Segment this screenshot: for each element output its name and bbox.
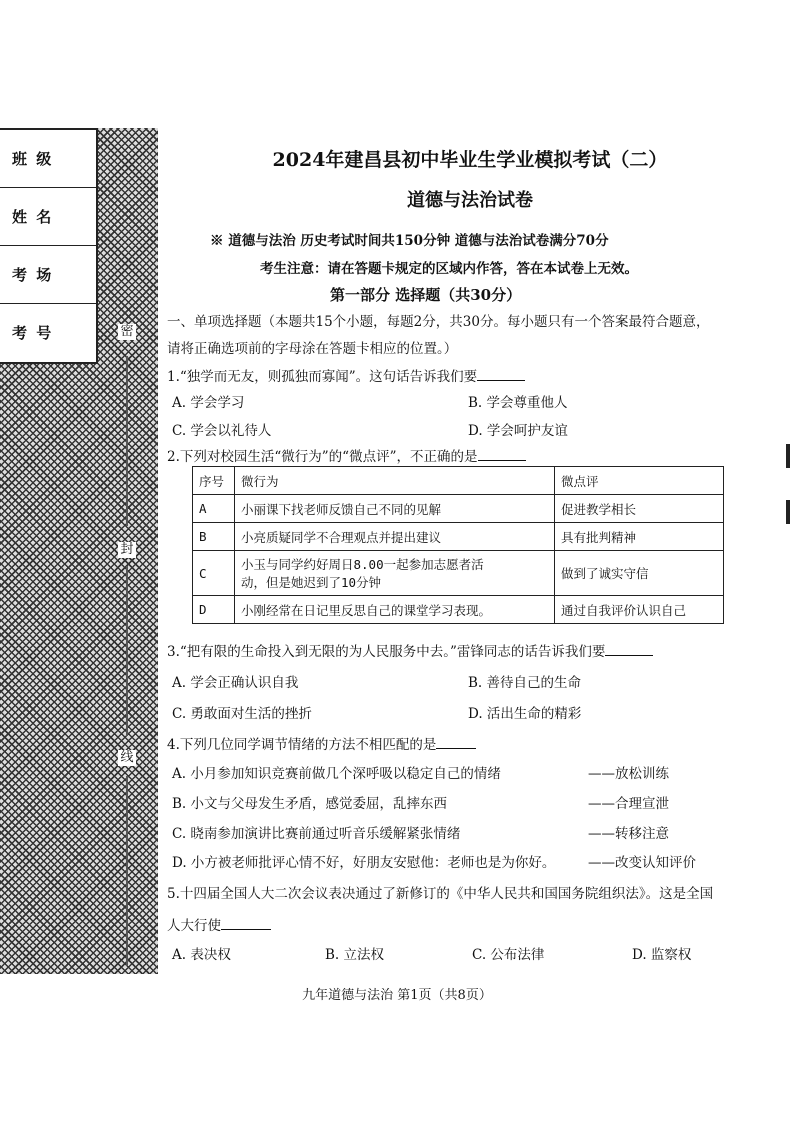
row-id: D xyxy=(193,596,235,624)
seal-label-feng: 封 xyxy=(118,542,136,558)
edge-mark xyxy=(786,444,790,468)
q4-option-c: C. 晓南参加演讲比赛前通过听音乐缓解紧张情绪 xyxy=(172,826,461,842)
row-comment: 做到了诚实守信 xyxy=(555,551,724,596)
exam-room-field: 考 场 xyxy=(0,246,96,304)
answer-blank xyxy=(436,735,476,749)
q4-option-b-method: ——合理宣泄 xyxy=(588,796,669,812)
q3-option-a: A. 学会正确认识自我 xyxy=(172,675,299,691)
student-info-box xyxy=(0,128,98,364)
q5-option-b: B. 立法权 xyxy=(325,947,385,963)
edge-mark xyxy=(786,500,790,524)
q5-option-a: A. 表决权 xyxy=(172,947,231,963)
question-2-stem: 2.下列对校园生活“微行为”的“微点评”，不正确的是 xyxy=(167,445,526,465)
answer-blank xyxy=(605,642,653,656)
seal-label-xian: 线 xyxy=(118,750,136,766)
row-behavior: 小刚经常在日记里反思自己的课堂学习表现。 xyxy=(235,596,555,624)
q4-option-a: A. 小月参加知识竞赛前做几个深呼吸以稳定自己的情绪 xyxy=(172,766,501,782)
row-id: B xyxy=(193,523,235,551)
table-header-behavior: 微行为 xyxy=(235,467,555,495)
row-comment: 具有批判精神 xyxy=(555,523,724,551)
q4-option-c-method: ——转移注意 xyxy=(588,826,669,842)
q5-option-d: D. 监察权 xyxy=(632,947,692,963)
exam-notice: 考生注意：请在答题卡规定的区域内作答，答在本试卷上无效。 xyxy=(260,261,638,277)
table-row xyxy=(193,596,724,624)
row-comment: 通过自我评价认识自己 xyxy=(555,596,724,624)
q3-option-b: B. 善待自己的生命 xyxy=(468,675,582,691)
q3-option-d: D. 活出生命的精彩 xyxy=(468,706,582,722)
q4-option-d-method: ——改变认知评价 xyxy=(588,855,696,871)
name-field: 姓 名 xyxy=(0,188,96,246)
table-header-row xyxy=(193,467,724,495)
q2-table xyxy=(192,466,724,624)
answer-blank xyxy=(478,447,526,461)
row-behavior-line: 小玉与同学约好周日8.00一起参加志愿者活 xyxy=(241,557,484,572)
class-field: 班 级 xyxy=(0,130,96,188)
q4-option-d: D. 小方被老师批评心情不好，好朋友安慰他：老师也是为你好。 xyxy=(172,855,556,871)
row-id: C xyxy=(193,551,235,596)
fold-line xyxy=(126,356,128,526)
table-row xyxy=(193,495,724,523)
q1-option-d: D. 学会呵护友谊 xyxy=(468,423,568,439)
q5-option-c: C. 公布法律 xyxy=(472,947,545,963)
row-behavior-line: 动，但是她迟到了10分钟 xyxy=(241,575,382,590)
row-behavior: 小丽课下找老师反馈自己不同的见解 xyxy=(235,495,555,523)
question-5-stem-cont: 人大行使 xyxy=(167,914,271,934)
question-5-stem: 5.十四届全国人大二次会议表决通过了新修订的《中华人民共和国国务院组织法》。这是全国 xyxy=(167,886,714,902)
q4-option-a-method: ——放松训练 xyxy=(588,766,669,782)
exam-subtitle: 道德与法治试卷 xyxy=(407,190,533,211)
row-comment: 促进教学相长 xyxy=(555,495,724,523)
q1-option-a: A. 学会学习 xyxy=(172,395,245,411)
q4-option-b: B. 小文与父母发生矛盾，感觉委屈，乱摔东西 xyxy=(172,796,448,812)
table-row xyxy=(193,551,724,596)
row-id: A xyxy=(193,495,235,523)
row-behavior: 小亮质疑同学不合理观点并提出建议 xyxy=(235,523,555,551)
q1-option-c: C. 学会以礼待人 xyxy=(172,423,272,439)
exam-info-line: ※ 道德与法治 历史考试时间共150分钟 道德与法治试卷满分70分 xyxy=(210,233,609,249)
fold-line xyxy=(126,566,128,736)
seal-label-mi: 密 xyxy=(118,324,136,340)
question-1-stem: 1.“独学而无友，则孤独而寡闻”。这句话告诉我们要 xyxy=(167,365,525,385)
page-footer: 九年道德与法治 第1页（共8页） xyxy=(302,988,492,1003)
fold-line xyxy=(126,776,128,966)
table-row xyxy=(193,523,724,551)
q3-option-c: C. 勇敢面对生活的挫折 xyxy=(172,706,312,722)
question-3-stem: 3.“把有限的生命投入到无限的为人民服务中去。”雷锋同志的话告诉我们要 xyxy=(167,640,653,660)
exam-number-field: 考 号 xyxy=(12,324,54,342)
q1-option-b: B. 学会尊重他人 xyxy=(468,395,568,411)
row-behavior xyxy=(235,551,555,596)
instruction-line-2: 请将正确选项前的字母涂在答题卡相应的位置。） xyxy=(167,341,458,357)
exam-title: 2024年建昌县初中毕业生学业模拟考试（二） xyxy=(272,149,668,171)
answer-blank xyxy=(221,916,271,930)
part1-heading: 第一部分 选择题（共30分） xyxy=(330,286,522,304)
answer-blank xyxy=(477,367,525,381)
table-header-id: 序号 xyxy=(193,467,235,495)
table-header-comment: 微点评 xyxy=(555,467,724,495)
question-4-stem: 4.下列几位同学调节情绪的方法不相匹配的是 xyxy=(167,733,476,753)
instruction-line-1: 一、单项选择题（本题共15个小题，每题2分，共30分。每小题只有一个答案最符合题意， xyxy=(167,314,710,330)
